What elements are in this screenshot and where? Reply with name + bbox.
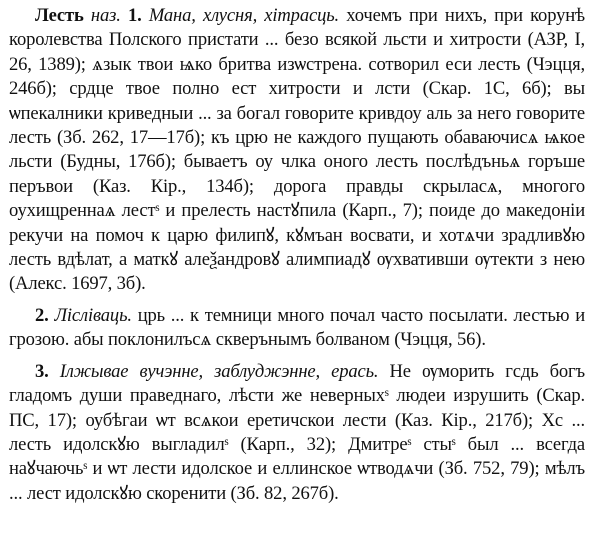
sense-3-citations: Не ѹморить гсдь богъ гладомъ души праведнаго, лѣсти же неверныхˢ людеи изрушить (Скар. ПС, 17); оубѣгаи ѡт всѧкои еретичскои лести (Каз. Кір., 217б); Хс ... лесть идолскꙋю выгладилˢ (Карп., 32); Дмитреˢ стыˢ был ... всегда наꙋчаючьˢ и ѡт лести идолское и еллинское ѡтводѧчи (Зб. 752, 79); мѣлъ ... лест идолскꙋю скоренити (Зб. 82, 267б). (9, 360, 586, 504)
sense-2-gloss: Лісліваць. (54, 304, 132, 326)
sense-2 (9, 304, 585, 353)
sense-3-gloss: Ілжывае вучэнне, заблуджэнне, ерась. (59, 360, 379, 382)
sense-1-citations: хочемъ при нихъ, при корунѣ королевства Полского пристати ... безо всякой льсти и хитрости (АЗР, I, 26, 1389); ѧзык твои ѩко бритва изѡстрена. сотворил еси лесть (Чэцця, 246б); срдце твое полно ест хитрости и лсти (Скар. 1С, 6б); вы ѡпекалники криведныи ... за богал говорите кривдоу аль за него говорите лесть (Зб. 262, 17—17б); къ црю не каждого пущають обаваючисѧ ѩкое льсти (Будны, 176б); бываетъ оу члка оного лесть послѣдъньѧ горъше перъвои (Каз. Кір., 134б); дорога правды скрыласѧ, многого оухищреннаѧ лестˢ и прелесть настꙋпила (Карп., 7); поиде до македоніи рекучи на помоч к царю филипꙋ, кꙋмъан восвати, и хотѧчи зрадливꙋю лесть вдѣлат, а маткꙋ алеѯандровꙋ алимпиадꙋ ѹхвативши ѹтекти з нею (Алекс. 1697, 3б). (9, 5, 585, 295)
sense-2-number: 2. (35, 304, 49, 326)
sense-3 (9, 360, 585, 506)
sense-1 (9, 4, 585, 297)
sense-1-gloss: Мана, хлусня, хітрасць. (148, 5, 340, 26)
sense-1-number: 1. (127, 5, 142, 26)
sense-3-number: 3. (35, 360, 49, 382)
headword: Лесть (35, 5, 84, 26)
part-of-speech: наз. (90, 5, 121, 26)
sense-2-citations: црь ... к темници много почал часто посылати. лестью и грозою. абы поклонилъсѧ скверънымъ болваном (Чэцця, 56). (9, 304, 585, 351)
